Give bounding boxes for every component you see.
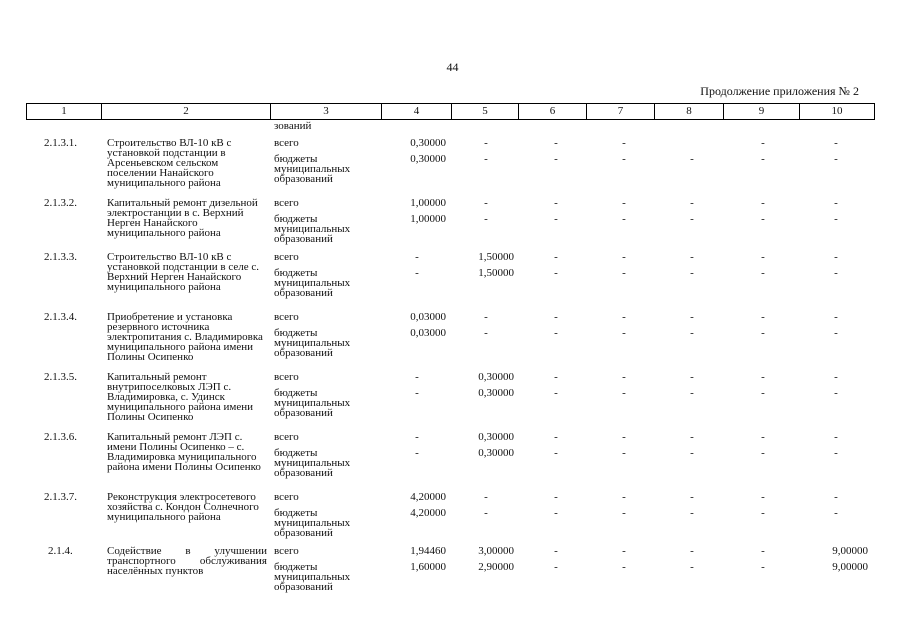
line-label-total: всего: [274, 197, 299, 209]
value-col-8: -: [690, 327, 694, 339]
value-col-7: -: [622, 431, 626, 443]
value-col-8: -: [690, 447, 694, 459]
value-col-10: -: [834, 387, 838, 399]
value-col-8: -: [690, 491, 694, 503]
row-description: Содействие в улучшении транспортного обслуживания населённых пунктов: [107, 545, 267, 577]
value-col-5: -: [484, 153, 488, 165]
line-label-total: всего: [274, 491, 299, 503]
value-col-5: 0,30000: [478, 431, 514, 443]
value-col-10: -: [834, 311, 838, 323]
line-label-total: всего: [274, 545, 299, 557]
value-col-4: -: [415, 447, 419, 459]
line-label-budget: бюджеты муниципальных образований: [274, 327, 351, 359]
value-col-8: -: [690, 197, 694, 209]
value-col-10: -: [834, 507, 838, 519]
value-col-7: -: [622, 137, 626, 149]
header-col-5: 5: [451, 104, 518, 119]
line-label-total: всего: [274, 431, 299, 443]
value-col-6: -: [554, 545, 558, 557]
page-number: 44: [446, 60, 459, 74]
row-number: 2.1.3.5.: [44, 371, 77, 383]
value-col-5: 0,30000: [478, 447, 514, 459]
value-col-8: -: [690, 545, 694, 557]
line-label-total: всего: [274, 311, 299, 323]
carry-over-text: зований: [274, 120, 312, 132]
value-col-8: -: [690, 561, 694, 573]
value-col-5: 1,50000: [478, 267, 514, 279]
value-col-5: -: [484, 197, 488, 209]
value-col-4: -: [415, 267, 419, 279]
value-col-6: -: [554, 197, 558, 209]
row-description: Строительство ВЛ-10 кВ с установкой подстанции в Арсеньевском сельском поселении Нанайского муниципального района: [107, 137, 232, 189]
value-col-4: 4,20000: [410, 491, 446, 503]
line-label-budget: бюджеты муниципальных образований: [274, 561, 351, 593]
value-col-7: -: [622, 153, 626, 165]
header-col-6: 6: [518, 104, 586, 119]
value-col-4: 1,60000: [410, 561, 446, 573]
value-col-9: -: [761, 153, 765, 165]
value-col-9: -: [761, 371, 765, 383]
value-col-10: -: [834, 213, 838, 225]
value-col-4: -: [415, 371, 419, 383]
value-col-6: -: [554, 447, 558, 459]
value-col-4: 1,94460: [410, 545, 446, 557]
line-label-total: всего: [274, 371, 299, 383]
value-col-4: 0,03000: [410, 327, 446, 339]
row-number: 2.1.3.7.: [44, 491, 77, 503]
value-col-6: -: [554, 327, 558, 339]
value-col-9: -: [761, 311, 765, 323]
value-col-10: -: [834, 137, 838, 149]
value-col-9: -: [761, 137, 765, 149]
value-col-6: -: [554, 561, 558, 573]
value-col-5: 0,30000: [478, 371, 514, 383]
value-col-7: -: [622, 387, 626, 399]
value-col-6: -: [554, 431, 558, 443]
header-col-3: 3: [270, 104, 381, 119]
value-col-7: -: [622, 311, 626, 323]
value-col-10: 9,00000: [832, 561, 868, 573]
value-col-7: -: [622, 447, 626, 459]
value-col-10: -: [834, 197, 838, 209]
value-col-9: -: [761, 447, 765, 459]
value-col-4: 4,20000: [410, 507, 446, 519]
value-col-7: -: [622, 371, 626, 383]
value-col-6: -: [554, 213, 558, 225]
row-number: 2.1.3.4.: [44, 311, 77, 323]
value-col-9: -: [761, 251, 765, 263]
value-col-8: -: [690, 311, 694, 323]
header-col-9: 9: [723, 104, 799, 119]
header-col-8: 8: [654, 104, 723, 119]
value-col-10: -: [834, 431, 838, 443]
row-number: 2.1.3.3.: [44, 251, 77, 263]
value-col-8: -: [690, 431, 694, 443]
header-col-10: 10: [799, 104, 874, 119]
value-col-6: -: [554, 137, 558, 149]
value-col-9: -: [761, 267, 765, 279]
value-col-6: -: [554, 311, 558, 323]
value-col-10: -: [834, 447, 838, 459]
value-col-7: -: [622, 213, 626, 225]
value-col-5: 1,50000: [478, 251, 514, 263]
value-col-6: -: [554, 267, 558, 279]
value-col-5: -: [484, 213, 488, 225]
row-description: Реконструкция электросетевого хозяйства с. Кондон Солнечного муниципального района: [107, 491, 259, 523]
value-col-7: -: [622, 545, 626, 557]
value-col-8: -: [690, 387, 694, 399]
value-col-9: -: [761, 545, 765, 557]
value-col-10: -: [834, 267, 838, 279]
line-label-budget: бюджеты муниципальных образований: [274, 387, 351, 419]
value-col-5: 0,30000: [478, 387, 514, 399]
value-col-8: -: [690, 153, 694, 165]
line-label-budget: бюджеты муниципальных образований: [274, 267, 351, 299]
value-col-6: -: [554, 251, 558, 263]
value-col-7: -: [622, 251, 626, 263]
value-col-5: -: [484, 327, 488, 339]
value-col-5: -: [484, 491, 488, 503]
value-col-10: -: [834, 153, 838, 165]
value-col-7: -: [622, 491, 626, 503]
header-col-1: 1: [61, 105, 67, 117]
row-description: Капитальный ремонт дизельной электростанции в с. Верхний Нерген Нанайского муниципального района: [107, 197, 258, 239]
value-col-9: -: [761, 387, 765, 399]
value-col-8: -: [690, 507, 694, 519]
value-col-4: -: [415, 387, 419, 399]
header-col-2: 2: [101, 104, 270, 119]
value-col-5: -: [484, 507, 488, 519]
value-col-5: 2,90000: [478, 561, 514, 573]
line-label-budget: бюджеты муниципальных образований: [274, 507, 351, 539]
value-col-5: 3,00000: [478, 545, 514, 557]
value-col-4: 1,00000: [410, 213, 446, 225]
value-col-7: -: [622, 197, 626, 209]
value-col-4: 1,00000: [410, 197, 446, 209]
value-col-8: -: [690, 267, 694, 279]
line-label-budget: бюджеты муниципальных образований: [274, 213, 351, 245]
value-col-8: -: [690, 371, 694, 383]
value-col-4: 0,03000: [410, 311, 446, 323]
value-col-6: -: [554, 153, 558, 165]
value-col-6: -: [554, 491, 558, 503]
value-col-6: -: [554, 507, 558, 519]
value-col-7: -: [622, 327, 626, 339]
value-col-9: -: [761, 213, 765, 225]
value-col-8: -: [690, 213, 694, 225]
value-col-9: -: [761, 431, 765, 443]
value-col-7: -: [622, 267, 626, 279]
value-col-6: -: [554, 387, 558, 399]
row-number: 2.1.3.1.: [44, 137, 77, 149]
value-col-10: -: [834, 251, 838, 263]
row-number: 2.1.3.6.: [44, 431, 77, 443]
value-col-7: -: [622, 561, 626, 573]
row-number: 2.1.4.: [48, 545, 73, 557]
value-col-4: 0,30000: [410, 137, 446, 149]
value-col-10: 9,00000: [832, 545, 868, 557]
value-col-10: -: [834, 491, 838, 503]
row-number: 2.1.3.2.: [44, 197, 77, 209]
line-label-budget: бюджеты муниципальных образований: [274, 153, 351, 185]
line-label-budget: бюджеты муниципальных образований: [274, 447, 351, 479]
header-col-4: 4: [381, 104, 451, 119]
row-description: Капитальный ремонт внутрипоселковых ЛЭП с. Владимировка, с. Удинск муниципального района имени Полины Осипенко: [107, 371, 254, 423]
value-col-8: -: [690, 251, 694, 263]
value-col-6: -: [554, 371, 558, 383]
row-description: Капитальный ремонт ЛЭП с. имени Полины Осипенко – с. Владимировка муниципального района имени Полины Осипенко: [107, 431, 261, 473]
line-label-total: всего: [274, 137, 299, 149]
value-col-9: -: [761, 327, 765, 339]
value-col-4: 0,30000: [410, 153, 446, 165]
row-description: Строительство ВЛ-10 кВ с установкой подстанции в селе с. Верхний Нерген Нанайского муниципального района: [107, 251, 259, 293]
continuation-label: Продолжение приложения № 2: [700, 84, 859, 98]
value-col-7: -: [622, 507, 626, 519]
value-col-9: -: [761, 561, 765, 573]
value-col-10: -: [834, 327, 838, 339]
value-col-5: -: [484, 311, 488, 323]
value-col-4: -: [415, 251, 419, 263]
line-label-total: всего: [274, 251, 299, 263]
value-col-4: -: [415, 431, 419, 443]
value-col-5: -: [484, 137, 488, 149]
value-col-10: -: [834, 371, 838, 383]
header-col-7: 7: [586, 104, 654, 119]
value-col-9: -: [761, 491, 765, 503]
value-col-9: -: [761, 197, 765, 209]
row-description: Приобретение и установка резервного источника электропитания с. Владимировка муниципального района имени Полины Осипенко: [107, 311, 263, 363]
value-col-9: -: [761, 507, 765, 519]
